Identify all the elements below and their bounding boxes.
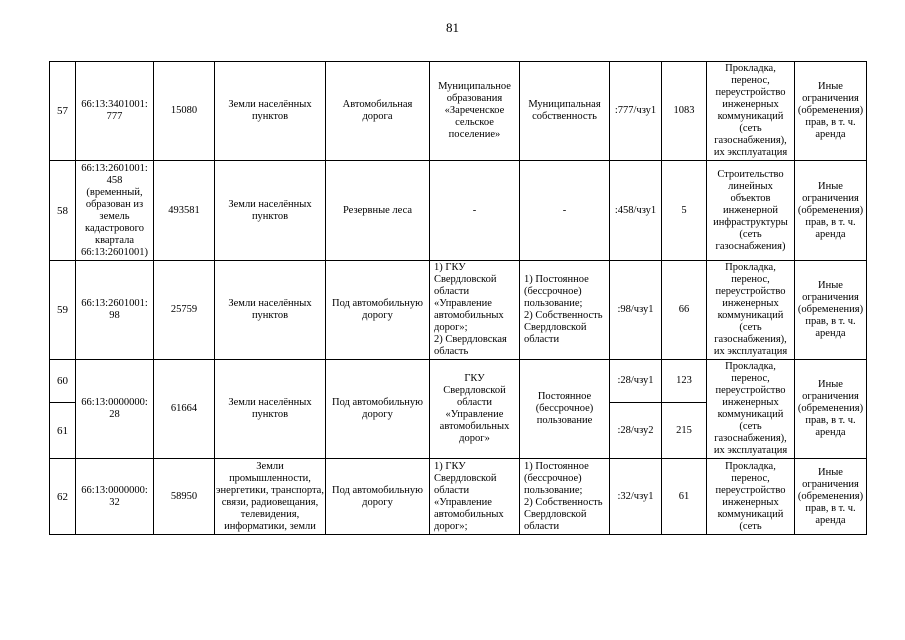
permitted-use-cell: Под автомобильную дорогу (326, 261, 430, 360)
restriction-cell: Иные ограничения (обременения) прав, в т. ч. аренда (795, 161, 867, 261)
page-number: 81 (446, 20, 459, 35)
land-category-cell: Земли населённых пунктов (215, 161, 326, 261)
right-holder-cell: Муниципальное образования «Зареченское сельское поселение» (430, 62, 520, 161)
permitted-use-cell: Автомобильная дорога (326, 62, 430, 161)
part-designation-cell: :777/чзу1 (610, 62, 662, 161)
land-category-cell: Земли промышленности, энергетики, транспорта, связи, радиовещания, телевидения, информатики, земли (215, 459, 326, 535)
right-type-cell: Муниципальная собственность (520, 62, 610, 161)
part-designation-cell: :28/чзу1 (610, 360, 662, 403)
cadastral-number-cell: 66:13:2601001: 458 (временный, образован из земель кадастрового квартала 66:13:2601001) (76, 161, 154, 261)
purpose-cell: Прокладка, перенос, переустройство инженерных коммуникаций (сеть газоснабжения), их эксплуатация (707, 261, 795, 360)
right-type-cell: 1) Постоянное (бессрочное) пользование; 2) Собственность Свердловской области (520, 261, 610, 360)
permitted-use-cell: Под автомобильную дорогу (326, 360, 430, 459)
row-number-cell: 60 (50, 360, 76, 403)
purpose-cell: Прокладка, перенос, переустройство инженерных коммуникаций (сеть (707, 459, 795, 535)
part-designation-cell: :28/чзу2 (610, 403, 662, 459)
area-cell: 61664 (154, 360, 215, 459)
part-area-cell: 123 (662, 360, 707, 403)
cadastral-number-cell: 66:13:0000000: 32 (76, 459, 154, 535)
row-number-cell: 62 (50, 459, 76, 535)
part-designation-cell: :98/чзу1 (610, 261, 662, 360)
right-holder-cell: ГКУ Свердловской области «Управление автомобильных дорог» (430, 360, 520, 459)
part-area-cell: 61 (662, 459, 707, 535)
table-row (50, 459, 867, 535)
part-area-cell: 5 (662, 161, 707, 261)
row-number-cell: 61 (50, 403, 76, 459)
area-cell: 15080 (154, 62, 215, 161)
permitted-use-cell: Резервные леса (326, 161, 430, 261)
area-cell: 25759 (154, 261, 215, 360)
row-number-cell: 57 (50, 62, 76, 161)
land-category-cell: Земли населённых пунктов (215, 261, 326, 360)
restriction-cell: Иные ограничения (обременения) прав, в т. ч. аренда (795, 360, 867, 459)
row-number-cell: 58 (50, 161, 76, 261)
table-row (50, 62, 867, 161)
part-designation-cell: :458/чзу1 (610, 161, 662, 261)
restriction-cell: Иные ограничения (обременения) прав, в т. ч. аренда (795, 62, 867, 161)
area-cell: 493581 (154, 161, 215, 261)
purpose-cell: Прокладка, перенос, переустройство инженерных коммуникаций (сеть газоснабжения), их эксплуатация (707, 360, 795, 459)
purpose-cell: Прокладка, перенос, переустройство инженерных коммуникаций (сеть газоснабжения), их эксплуатация (707, 62, 795, 161)
cadastral-number-cell: 66:13:0000000: 28 (76, 360, 154, 459)
row-number-cell: 59 (50, 261, 76, 360)
right-type-cell: - (520, 161, 610, 261)
land-plots-table (49, 61, 867, 535)
part-area-cell: 66 (662, 261, 707, 360)
permitted-use-cell: Под автомобильную дорогу (326, 459, 430, 535)
part-area-cell: 215 (662, 403, 707, 459)
right-type-cell: 1) Постоянное (бессрочное) пользование; 2) Собственность Свердловской области (520, 459, 610, 535)
right-type-cell: Постоянное (бессрочное) пользование (520, 360, 610, 459)
restriction-cell: Иные ограничения (обременения) прав, в т. ч. аренда (795, 459, 867, 535)
table-row (50, 161, 867, 261)
part-designation-cell: :32/чзу1 (610, 459, 662, 535)
table-row (50, 360, 867, 403)
area-cell: 58950 (154, 459, 215, 535)
right-holder-cell: - (430, 161, 520, 261)
part-area-cell: 1083 (662, 62, 707, 161)
cadastral-number-cell: 66:13:2601001: 98 (76, 261, 154, 360)
restriction-cell: Иные ограничения (обременения) прав, в т. ч. аренда (795, 261, 867, 360)
right-holder-cell: 1) ГКУ Свердловской области «Управление автомобильных дорог»; 2) Свердловская область (430, 261, 520, 360)
land-category-cell: Земли населённых пунктов (215, 62, 326, 161)
right-holder-cell: 1) ГКУ Свердловской области «Управление автомобильных дорог»; (430, 459, 520, 535)
purpose-cell: Строительство линейных объектов инженерной инфраструктуры (сеть газоснабжения) (707, 161, 795, 261)
table-row (50, 261, 867, 360)
land-category-cell: Земли населённых пунктов (215, 360, 326, 459)
cadastral-number-cell: 66:13:3401001: 777 (76, 62, 154, 161)
